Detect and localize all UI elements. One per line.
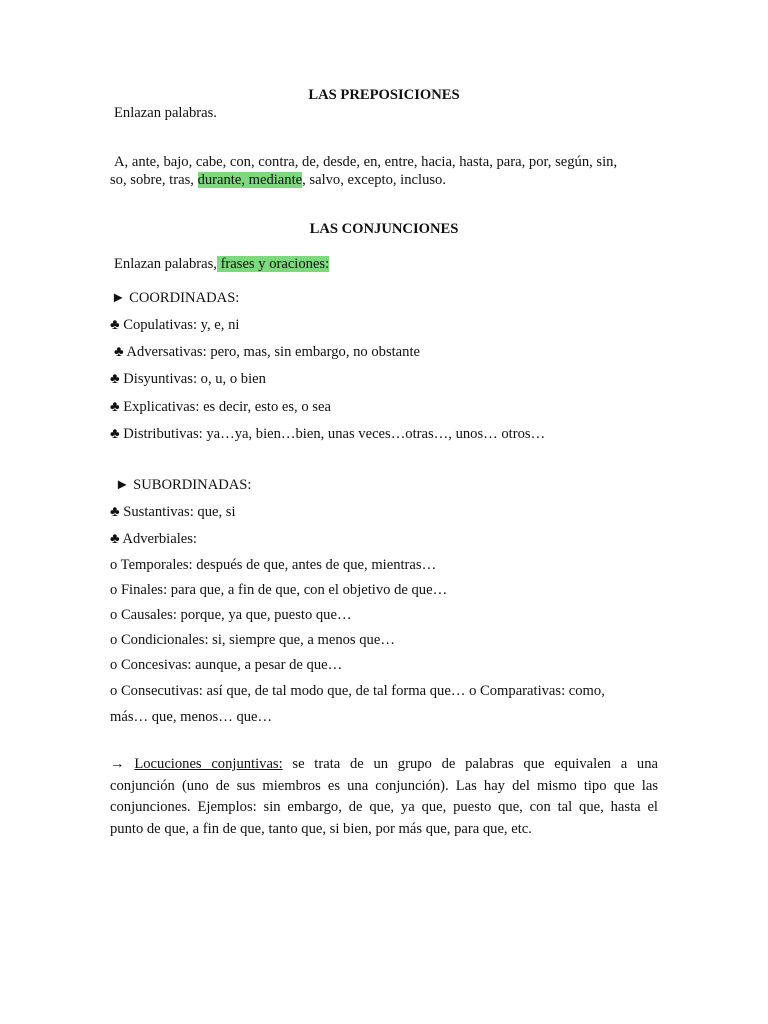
highlighted-prepositions: durante, mediante (197, 172, 303, 188)
coordinadas-item: ♣ Copulativas: y, e, ni (110, 317, 240, 333)
conjunctions-intro-text: Enlazan palabras, (114, 256, 217, 272)
locuciones-line-1-text: se trata de un grupo de palabras que equivalen a una (282, 756, 658, 772)
locuciones-line-2: conjunción (uno de sus miembros es una conjunción). Las hay del mismo tipo que las (110, 777, 658, 794)
subordinadas-heading: ► SUBORDINADAS: (115, 477, 252, 493)
coordinadas-heading: ► COORDINADAS: (111, 290, 240, 306)
prepositions-list-text-a: so, sobre, tras, (110, 172, 194, 188)
subordinadas-item: más… que, menos… que… (110, 709, 273, 725)
arrow-icon: → (110, 756, 125, 772)
locuciones-term: Locuciones conjuntivas: (134, 756, 283, 772)
highlighted-conjunctions-intro: frases y oraciones: (216, 256, 330, 272)
subordinadas-item: o Consecutivas: así que, de tal modo que, de tal forma que… o Comparativas: como, (110, 683, 605, 699)
coordinadas-item: ♣ Explicativas: es decir, esto es, o sea (110, 399, 331, 415)
coordinadas-item: ♣ Distributivas: ya…ya, bien…bien, unas veces…otras…, unos… otros… (110, 426, 546, 442)
subordinadas-item: o Condicionales: si, siempre que, a menos que… (110, 632, 395, 648)
subordinadas-item: o Concesivas: aunque, a pesar de que… (110, 657, 343, 673)
prepositions-title: LAS PREPOSICIONES (308, 87, 460, 103)
locuciones-paragraph (110, 754, 658, 840)
subordinadas-item: ♣ Sustantivas: que, si (110, 504, 236, 520)
locuciones-line-4: punto de que, a fin de que, tanto que, si bien, por más que, para que, etc. (110, 820, 532, 837)
subordinadas-item: o Finales: para que, a fin de que, con el objetivo de que… (110, 582, 448, 598)
conjunctions-title: LAS CONJUNCIONES (309, 221, 459, 237)
subordinadas-item: o Causales: porque, ya que, puesto que… (110, 607, 352, 623)
subordinadas-item: o Temporales: después de que, antes de que, mientras… (110, 557, 437, 573)
prepositions-list-text-b: , salvo, excepto, incluso. (302, 172, 446, 188)
subordinadas-item: ♣ Adverbiales: (110, 531, 197, 547)
coordinadas-item: ♣ Disyuntivas: o, u, o bien (110, 371, 266, 387)
prepositions-list-line-1: A, ante, bajo, cabe, con, contra, de, desde, en, entre, hacia, hasta, para, por, según, sin, (114, 154, 618, 170)
locuciones-line-3: conjunciones. Ejemplos: sin embargo, de que, ya que, puesto que, con tal que, hasta el (110, 799, 658, 815)
prepositions-intro: Enlazan palabras. (114, 105, 217, 121)
coordinadas-item: ♣ Adversativas: pero, mas, sin embargo, no obstante (114, 344, 420, 360)
locuciones-line-1 (110, 754, 658, 776)
prepositions-list-line-2 (110, 171, 446, 189)
conjunctions-intro (114, 255, 329, 273)
